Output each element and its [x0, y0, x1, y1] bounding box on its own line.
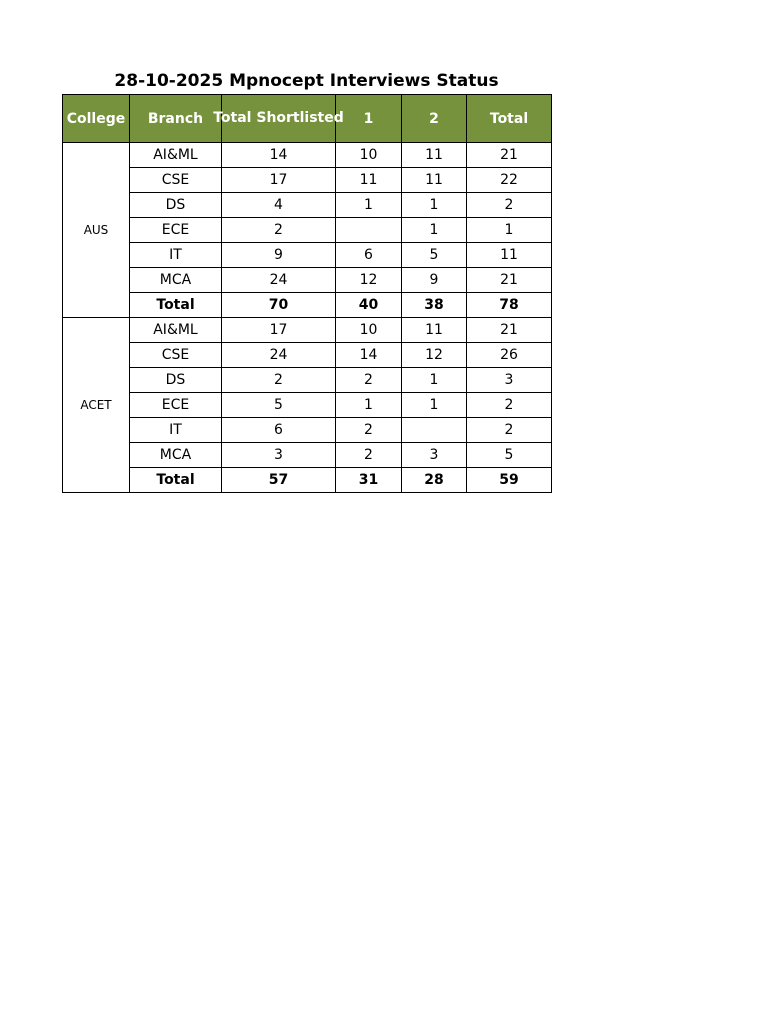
- round2-cell: 11: [402, 143, 467, 168]
- header-round-1: 1: [336, 95, 402, 143]
- shortlisted-cell: 9: [222, 243, 336, 268]
- header-college: College: [63, 95, 130, 143]
- total-cell: 21: [467, 268, 552, 293]
- total-cell: 1: [467, 218, 552, 243]
- shortlisted-cell: 24: [222, 268, 336, 293]
- round1-cell: 31: [336, 468, 402, 493]
- round1-cell: [336, 218, 402, 243]
- round1-cell: 11: [336, 168, 402, 193]
- round2-cell: 3: [402, 443, 467, 468]
- branch-cell: AI&ML: [130, 143, 222, 168]
- round1-cell: 14: [336, 343, 402, 368]
- total-cell: 2: [467, 418, 552, 443]
- round1-cell: 10: [336, 318, 402, 343]
- round1-cell: 2: [336, 418, 402, 443]
- branch-cell: MCA: [130, 443, 222, 468]
- round2-cell: 1: [402, 218, 467, 243]
- round1-cell: 1: [336, 193, 402, 218]
- sheet-title: 28-10-2025 Mpnocept Interviews Status: [114, 71, 499, 91]
- round1-cell: 12: [336, 268, 402, 293]
- header-branch: Branch: [130, 95, 222, 143]
- branch-cell: Total: [130, 293, 222, 318]
- shortlisted-cell: 14: [222, 143, 336, 168]
- table-row: [63, 243, 552, 268]
- total-cell: 5: [467, 443, 552, 468]
- round1-cell: 6: [336, 243, 402, 268]
- shortlisted-cell: 4: [222, 193, 336, 218]
- branch-cell: IT: [130, 243, 222, 268]
- table-row: [63, 393, 552, 418]
- shortlisted-cell: 70: [222, 293, 336, 318]
- branch-cell: DS: [130, 193, 222, 218]
- branch-cell: AI&ML: [130, 318, 222, 343]
- college-cell: AUS: [63, 143, 130, 318]
- shortlisted-cell: 17: [222, 168, 336, 193]
- round1-cell: 40: [336, 293, 402, 318]
- round2-cell: 5: [402, 243, 467, 268]
- round2-cell: 1: [402, 368, 467, 393]
- branch-cell: ECE: [130, 218, 222, 243]
- shortlisted-cell: 17: [222, 318, 336, 343]
- round2-cell: [402, 418, 467, 443]
- group-total-row: [63, 468, 552, 493]
- total-cell: 21: [467, 143, 552, 168]
- table-row: [63, 193, 552, 218]
- round2-cell: 11: [402, 318, 467, 343]
- round1-cell: 10: [336, 143, 402, 168]
- shortlisted-cell: 6: [222, 418, 336, 443]
- interview-status-table: [62, 94, 552, 493]
- total-cell: 21: [467, 318, 552, 343]
- total-cell: 26: [467, 343, 552, 368]
- round2-cell: 9: [402, 268, 467, 293]
- shortlisted-cell: 3: [222, 443, 336, 468]
- total-cell: 78: [467, 293, 552, 318]
- table-row: [63, 368, 552, 393]
- table-row: [63, 268, 552, 293]
- shortlisted-cell: 2: [222, 218, 336, 243]
- group-total-row: [63, 293, 552, 318]
- branch-cell: Total: [130, 468, 222, 493]
- total-cell: 2: [467, 393, 552, 418]
- branch-cell: MCA: [130, 268, 222, 293]
- header-total-shortlisted: Total Shortlisted: [222, 95, 336, 143]
- round2-cell: 38: [402, 293, 467, 318]
- branch-cell: ECE: [130, 393, 222, 418]
- header-round-2: 2: [402, 95, 467, 143]
- branch-cell: IT: [130, 418, 222, 443]
- shortlisted-cell: 5: [222, 393, 336, 418]
- shortlisted-cell: 24: [222, 343, 336, 368]
- table-row: [63, 443, 552, 468]
- shortlisted-cell: 2: [222, 368, 336, 393]
- total-cell: 3: [467, 368, 552, 393]
- table-row: [63, 168, 552, 193]
- header-row: [63, 95, 552, 143]
- table-row: [63, 418, 552, 443]
- shortlisted-cell: 57: [222, 468, 336, 493]
- table-row: [63, 318, 552, 343]
- branch-cell: CSE: [130, 168, 222, 193]
- table-row: [63, 343, 552, 368]
- round2-cell: 12: [402, 343, 467, 368]
- round2-cell: 28: [402, 468, 467, 493]
- total-cell: 11: [467, 243, 552, 268]
- branch-cell: DS: [130, 368, 222, 393]
- header-total: Total: [467, 95, 552, 143]
- round1-cell: 2: [336, 368, 402, 393]
- branch-cell: CSE: [130, 343, 222, 368]
- total-cell: 22: [467, 168, 552, 193]
- round2-cell: 1: [402, 193, 467, 218]
- table-row: [63, 218, 552, 243]
- round2-cell: 11: [402, 168, 467, 193]
- total-cell: 59: [467, 468, 552, 493]
- total-cell: 2: [467, 193, 552, 218]
- college-cell: ACET: [63, 318, 130, 493]
- round1-cell: 2: [336, 443, 402, 468]
- table-row: [63, 143, 552, 168]
- round1-cell: 1: [336, 393, 402, 418]
- round2-cell: 1: [402, 393, 467, 418]
